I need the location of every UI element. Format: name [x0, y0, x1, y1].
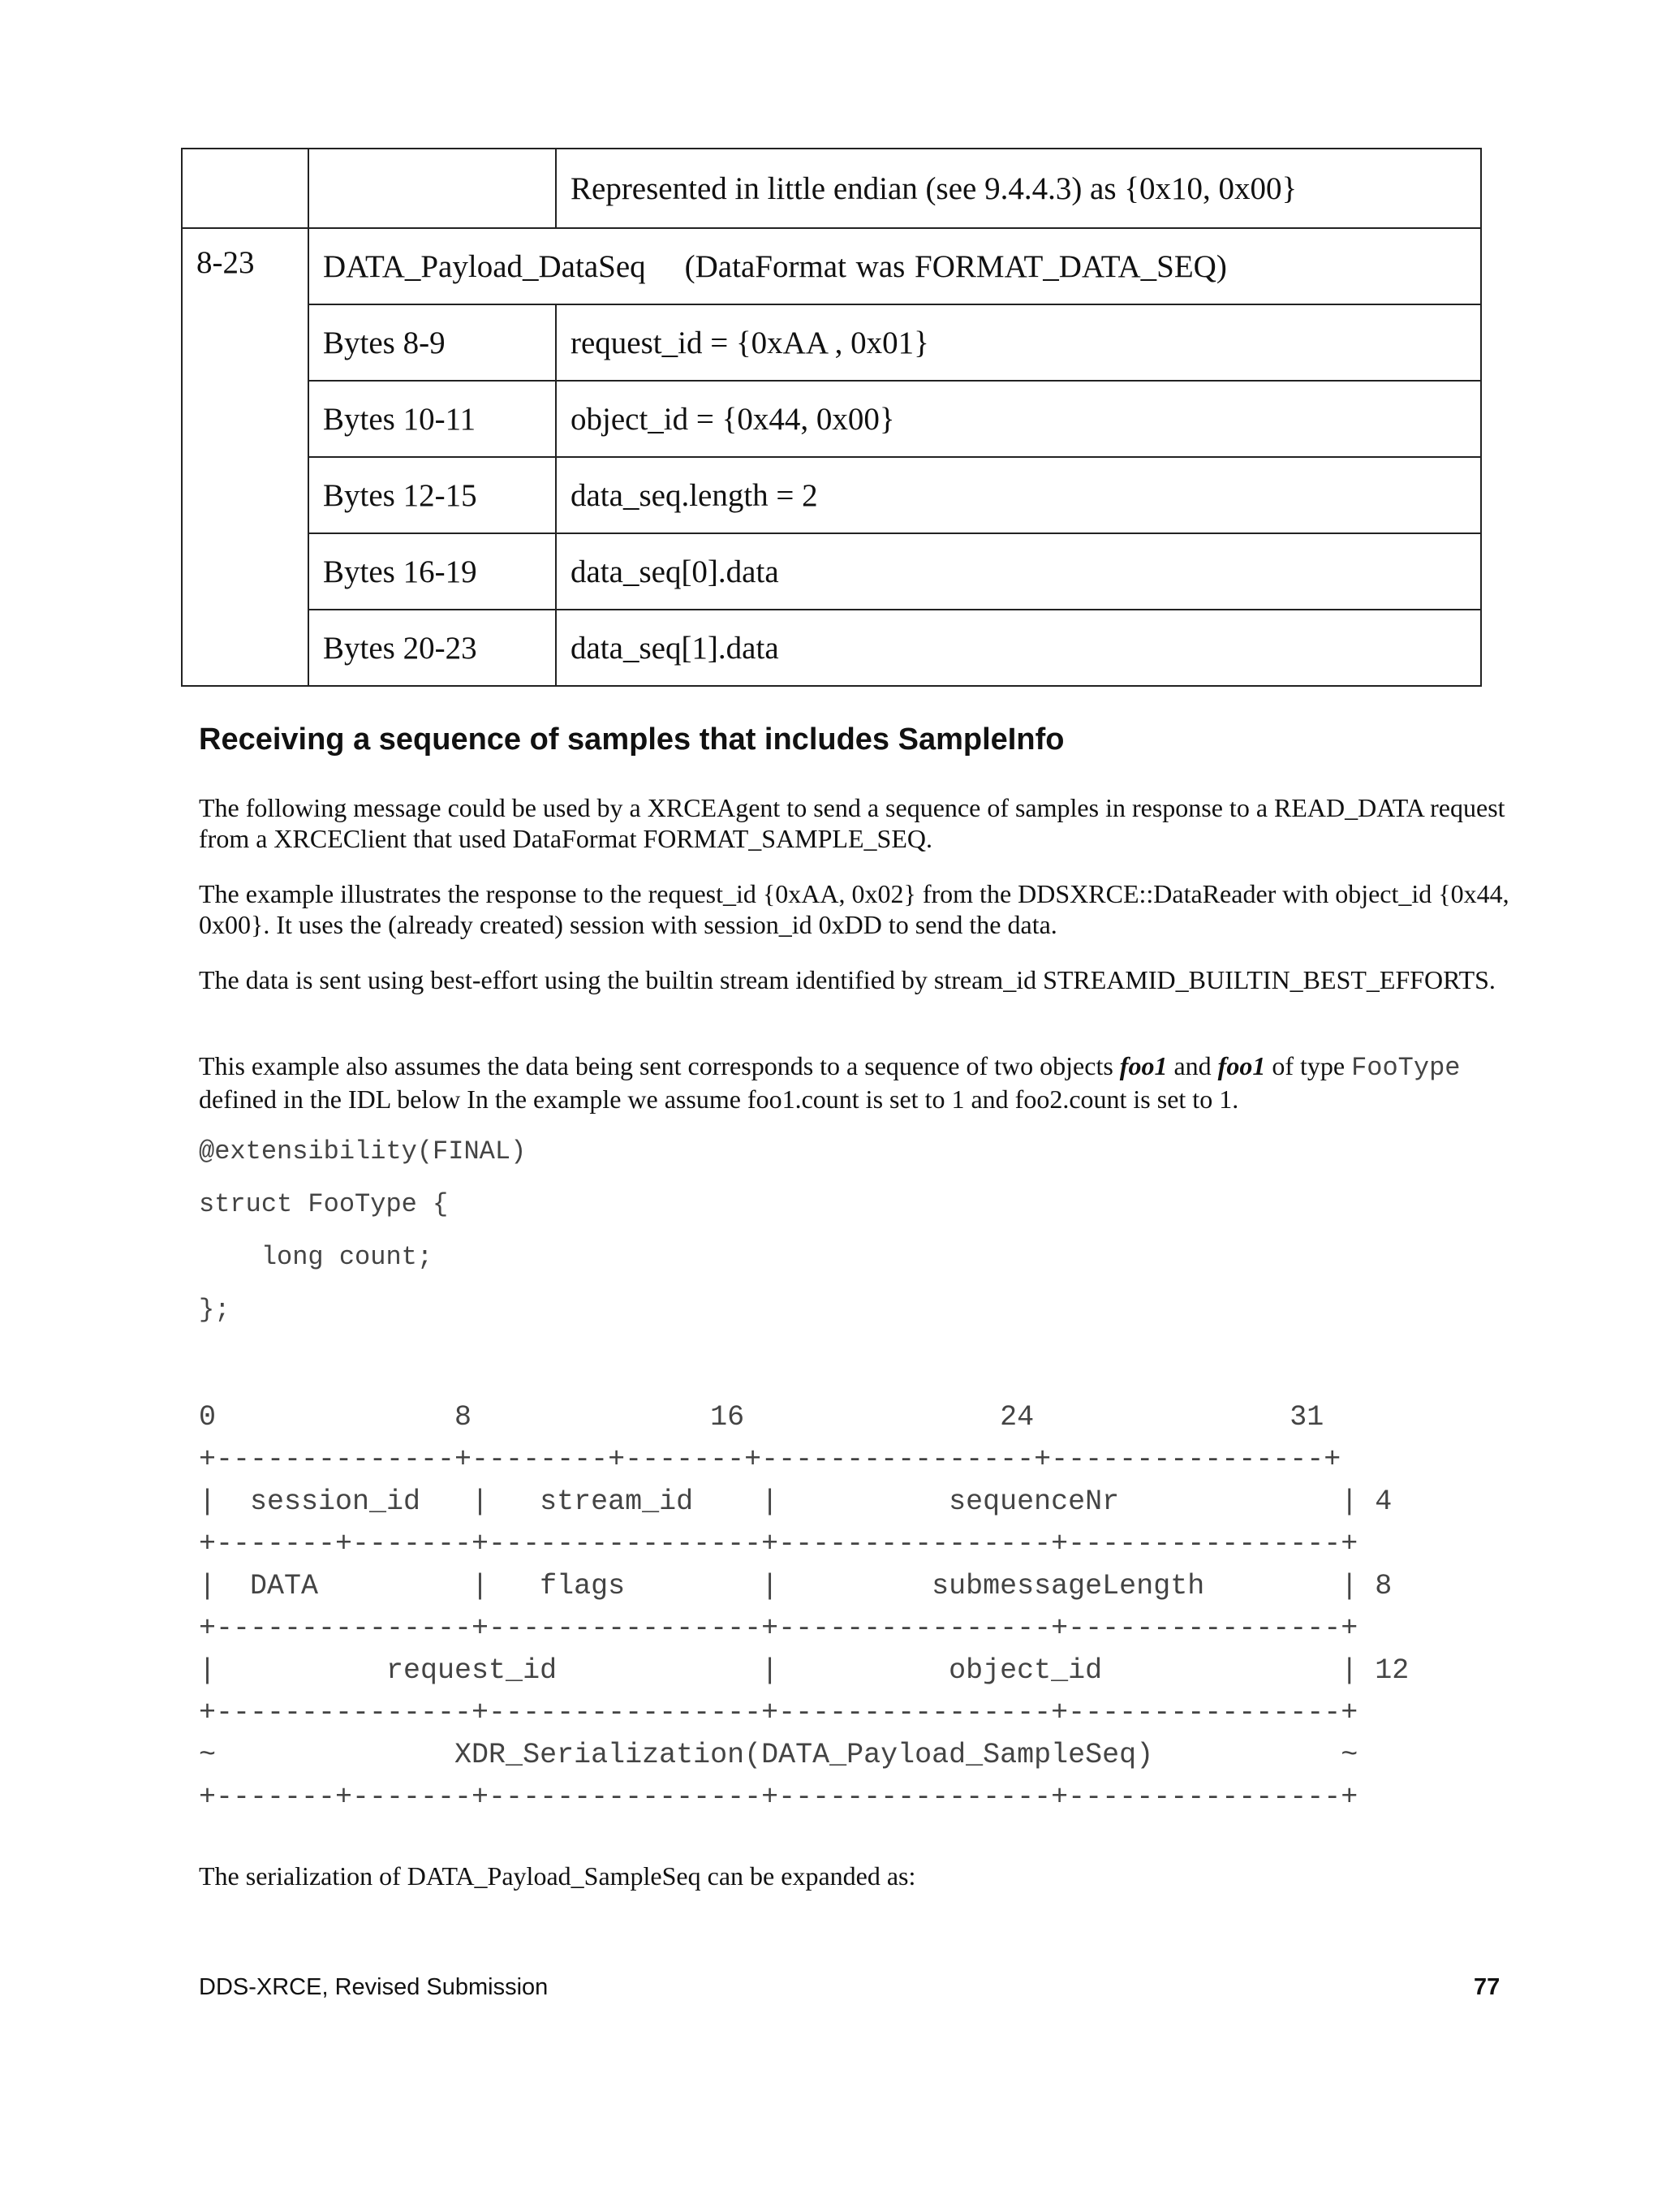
inline-code: FooType	[1351, 1053, 1461, 1083]
payload-label-cell	[308, 228, 1481, 304]
object-name: foo1	[1119, 1051, 1168, 1080]
bytes-cell: Bytes 16-19	[308, 533, 556, 610]
paragraph	[199, 1050, 1530, 1115]
idl-line: struct FooType {	[199, 1189, 449, 1219]
bytes-cell: Bytes 20-23	[308, 610, 556, 686]
value-cell: data_seq.length = 2	[556, 457, 1481, 533]
text-span: defined in the IDL below In the example we assume foo1.count is set to 1 and foo2.count is set to 1.	[199, 1084, 1239, 1114]
bytes-cell: Bytes 12-15	[308, 457, 556, 533]
diagram-line: +-------+-------+----------------+----------------+----------------+	[199, 1528, 1358, 1560]
diagram-line: 0 8 16 24 31	[199, 1401, 1324, 1434]
diagram-line: +---------------+----------------+----------------+----------------+	[199, 1697, 1358, 1729]
value-cell: data_seq[1].data	[556, 610, 1481, 686]
offset-cell: 8-23	[182, 228, 308, 686]
table-row	[182, 304, 1481, 381]
payload-label: DATA_Payload_DataSeq	[323, 248, 646, 284]
paragraph: The data is sent using best-effort using the builtin stream identified by stream_id STREAMID_BUILTIN_BEST_EFFORTS.	[199, 965, 1496, 994]
section-heading: Receiving a sequence of samples that includes SampleInfo	[199, 722, 1065, 757]
footer-title: DDS-XRCE, Revised Submission	[199, 1974, 549, 2000]
text-span: This example also assumes the data being sent corresponds to a sequence of two objects	[199, 1051, 1120, 1080]
value-cell: request_id = {0xAA , 0x01}	[556, 304, 1481, 381]
table-row	[182, 228, 1481, 304]
idl-line: long count;	[199, 1242, 433, 1272]
payload-note: (DataFormat was FORMAT_DATA_SEQ)	[684, 248, 1227, 284]
table-cell	[308, 149, 556, 228]
value-cell: data_seq[0].data	[556, 533, 1481, 610]
text-span: of type	[1265, 1051, 1352, 1080]
paragraph: The following message could be used by a XRCEAgent to send a sequence of samples in response to a READ_DATA request from a XRCEClient that used DataFormat FORMAT_SAMPLE_SEQ.	[199, 793, 1505, 853]
diagram-line: +--------------+--------+-------+----------------+----------------+	[199, 1443, 1341, 1476]
table-row	[182, 381, 1481, 457]
table-cell	[182, 149, 308, 228]
paragraph: The example illustrates the response to the request_id {0xAA, 0x02} from the DDSXRCE::DataReader with object_id {0x44, 0x00}. It uses the (already created) session with session_id 0xDD to send the data.	[199, 879, 1509, 939]
bytes-cell: Bytes 10-11	[308, 381, 556, 457]
table-row	[182, 149, 1481, 228]
idl-line: };	[199, 1295, 230, 1325]
bytes-cell: Bytes 8-9	[308, 304, 556, 381]
value-cell: object_id = {0x44, 0x00}	[556, 381, 1481, 457]
diagram-line: | DATA | flags | submessageLength | 8	[199, 1570, 1393, 1602]
paragraph: The serialization of DATA_Payload_SampleSeq can be expanded as:	[199, 1861, 916, 1891]
page-number: 77	[1474, 1974, 1501, 2000]
object-name: foo1	[1217, 1051, 1266, 1080]
table-cell: Represented in little endian (see 9.4.4.3) as {0x10, 0x00}	[556, 149, 1481, 228]
diagram-line: | request_id | object_id | 12	[199, 1654, 1410, 1687]
payload-table	[181, 148, 1482, 687]
table-row	[182, 610, 1481, 686]
text-span: and	[1167, 1051, 1218, 1080]
diagram-line: +---------------+----------------+----------------+----------------+	[199, 1612, 1358, 1645]
table-row	[182, 457, 1481, 533]
diagram-line: | session_id | stream_id | sequenceNr | 4	[199, 1485, 1393, 1518]
packet-diagram	[199, 1396, 1409, 1818]
diagram-line: ~ XDR_Serialization(DATA_Payload_SampleSeq) ~	[199, 1739, 1358, 1771]
idl-line: @extensibility(FINAL)	[199, 1136, 527, 1166]
table-row	[182, 533, 1481, 610]
diagram-line: +-------+-------+----------------+----------------+----------------+	[199, 1781, 1358, 1813]
